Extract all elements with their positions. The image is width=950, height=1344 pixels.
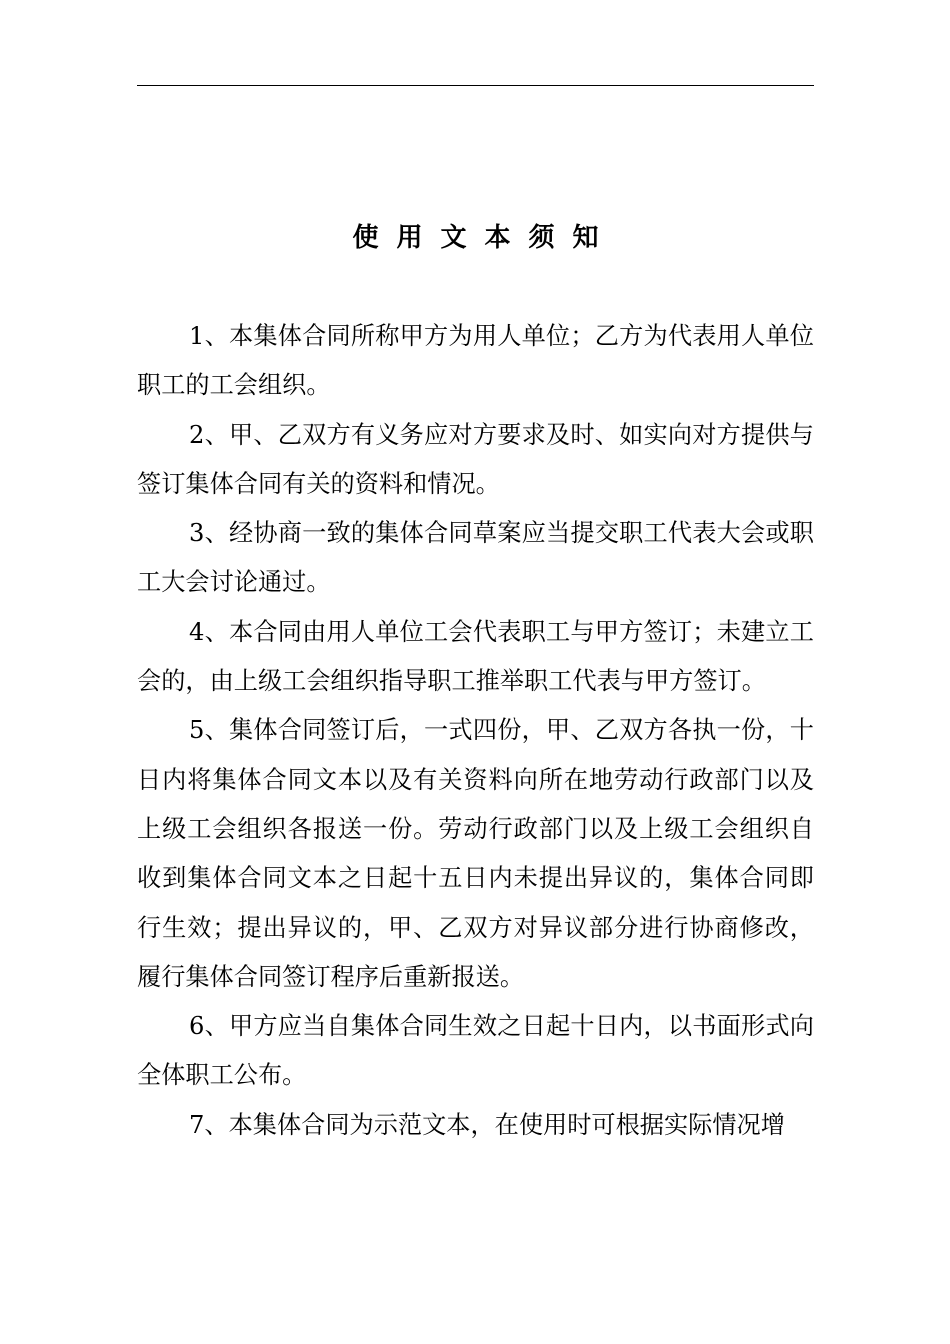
paragraph-7: 7、本集体合同为示范文本，在使用时可根据实际情况增: [189, 1110, 785, 1139]
paragraph-1: 1、本集体合同所称甲方为用人单位；乙方为代表用人单位职工的工会组织。: [137, 322, 814, 400]
document-body: [137, 312, 814, 1150]
paragraph-2: 2、甲、乙双方有义务应对方要求及时、如实向对方提供与签订集体合同有关的资料和情况。: [137, 420, 814, 498]
header-rule: [137, 85, 814, 86]
page-title: 使用文本须知: [352, 223, 617, 253]
paragraph-5: 5、集体合同签订后，一式四份，甲、乙双方各执一份，十日内将集体合同文本以及有关资料向所在地劳动行政部门以及上级工会组织各报送一份。劳动行政部门以及上级工会组织自收到集体合同文本之日起十五日内未提出异议的，集体合同即行生效；提出异议的，甲、乙双方对异议部分进行协商修改，履行集体合同签订程序后重新报送。: [137, 716, 814, 991]
paragraph-6: 6、甲方应当自集体合同生效之日起十日内，以书面形式向全体职工公布。: [137, 1012, 814, 1090]
paragraph-4: 4、本合同由用人单位工会代表职工与甲方签订；未建立工会的，由上级工会组织指导职工推举职工代表与甲方签订。: [137, 617, 814, 696]
paragraph-3: 3、经协商一致的集体合同草案应当提交职工代表大会或职工大会讨论通过。: [137, 519, 814, 597]
